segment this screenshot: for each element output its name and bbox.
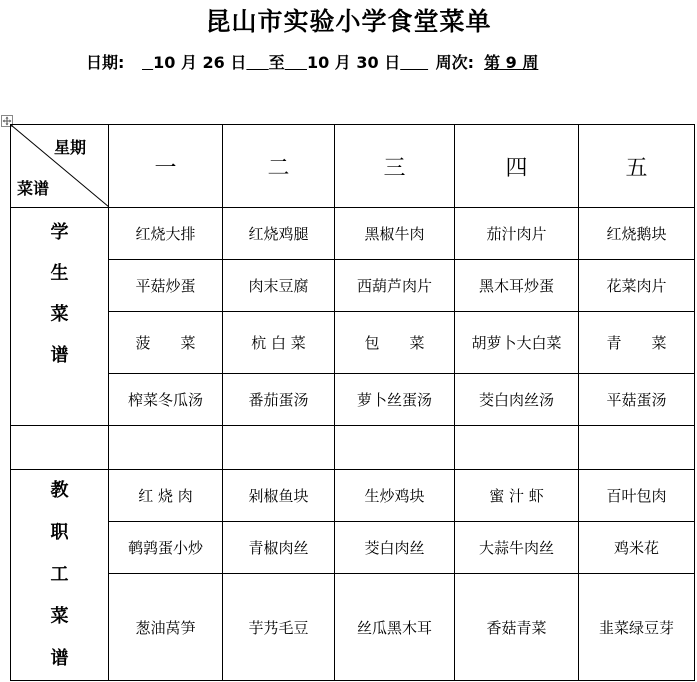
dish-cell: 榨菜冬瓜汤: [109, 374, 223, 426]
staff-row: [11, 574, 695, 681]
dish-cell: 青椒肉丝: [223, 522, 335, 574]
dish-cell: 西葫芦肉片: [335, 260, 455, 312]
dish-cell: 百叶包肉: [579, 470, 695, 522]
week-label: 周次:: [435, 53, 475, 72]
empty-cell: [579, 426, 695, 470]
student-row: [11, 208, 695, 260]
student-menu-label: [11, 208, 109, 426]
label-char: 教: [50, 480, 69, 501]
dish-cell: 青 菜: [579, 312, 695, 374]
dish-cell: 蜜 汁 虾: [455, 470, 579, 522]
dish-cell: 平菇炒蛋: [109, 260, 223, 312]
dish-cell: 茭白肉丝: [335, 522, 455, 574]
dish-cell: 平菇蛋汤: [579, 374, 695, 426]
dish-cell: 肉末豆腐: [223, 260, 335, 312]
dish-cell: 红烧鸡腿: [223, 208, 335, 260]
student-row: [11, 260, 695, 312]
date-to: 10 月 30 日: [306, 53, 401, 72]
dish-cell: 韭菜绿豆芽: [579, 574, 695, 681]
dish-cell: 包 菜: [335, 312, 455, 374]
corner-menu-label: 菜谱: [17, 179, 50, 198]
label-char: 谱: [50, 648, 69, 669]
date-label: 日期:: [86, 53, 125, 72]
page-title: 昆山市实验小学食堂菜单: [205, 7, 492, 36]
student-row: [11, 374, 695, 426]
header-row: [11, 125, 695, 208]
empty-cell: [455, 426, 579, 470]
label-char: 学: [50, 222, 69, 243]
empty-cell: [109, 426, 223, 470]
date-range: [142, 50, 428, 73]
dish-cell: 番茄蛋汤: [223, 374, 335, 426]
corner-cell: [11, 125, 109, 208]
date-line: [86, 50, 538, 73]
dish-cell: 萝卜丝蛋汤: [335, 374, 455, 426]
label-char: 谱: [50, 345, 69, 366]
dish-cell: 胡萝卜大白菜: [455, 312, 579, 374]
day-header: 三: [335, 125, 455, 208]
dish-cell: 大蒜牛肉丝: [455, 522, 579, 574]
student-row: [11, 312, 695, 374]
spacer-row: [11, 426, 695, 470]
week-value: 第 9 周: [484, 53, 539, 72]
day-header: 五: [579, 125, 695, 208]
move-handle-icon[interactable]: [1, 112, 13, 124]
dish-cell: 剁椒鱼块: [223, 470, 335, 522]
dish-cell: 鹌鹑蛋小炒: [109, 522, 223, 574]
day-header: 四: [455, 125, 579, 208]
staff-row: [11, 470, 695, 522]
dish-cell: 茭白肉丝汤: [455, 374, 579, 426]
corner-weekday-label: 星期: [53, 138, 86, 157]
label-char: 生: [50, 263, 69, 284]
empty-cell: [335, 426, 455, 470]
dish-cell: 生炒鸡块: [335, 470, 455, 522]
dish-cell: 杭 白 菜: [223, 312, 335, 374]
dish-cell: 花菜肉片: [579, 260, 695, 312]
empty-cell: [223, 426, 335, 470]
dish-cell: 红烧鹅块: [579, 208, 695, 260]
date-to-word: 至: [268, 53, 285, 72]
date-from: 10 月 26 日: [153, 53, 247, 72]
dish-cell: 红烧大排: [109, 208, 223, 260]
dish-cell: 香菇青菜: [455, 574, 579, 681]
dish-cell: 黑木耳炒蛋: [455, 260, 579, 312]
dish-cell: 红 烧 肉: [109, 470, 223, 522]
label-char: 工: [50, 564, 69, 585]
empty-cell: [11, 426, 109, 470]
label-char: 菜: [50, 304, 69, 325]
dish-cell: 黑椒牛肉: [335, 208, 455, 260]
dish-cell: 菠 菜: [109, 312, 223, 374]
staff-row: [11, 522, 695, 574]
dish-cell: 葱油莴笋: [109, 574, 223, 681]
day-header: 一: [109, 125, 223, 208]
dish-cell: 丝瓜黑木耳: [335, 574, 455, 681]
label-char: 菜: [50, 606, 69, 627]
label-char: 职: [50, 522, 69, 543]
dish-cell: 鸡米花: [579, 522, 695, 574]
day-header: 二: [223, 125, 335, 208]
dish-cell: 芋艿毛豆: [223, 574, 335, 681]
menu-table: [10, 124, 695, 681]
dish-cell: 茄汁肉片: [455, 208, 579, 260]
staff-menu-label: [11, 470, 109, 681]
